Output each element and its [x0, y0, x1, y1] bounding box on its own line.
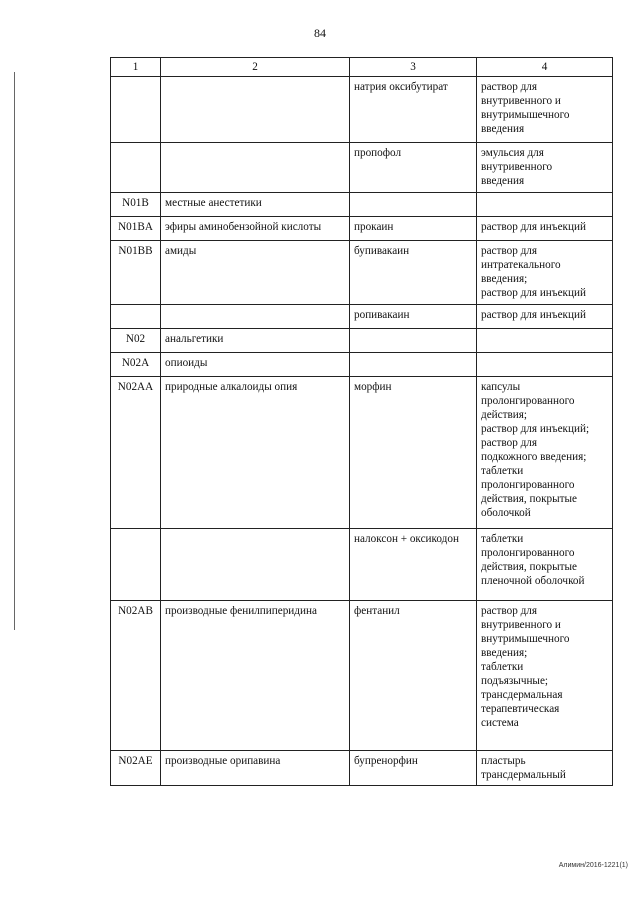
- column-header: 2: [161, 58, 350, 77]
- column-header: 1: [111, 58, 161, 77]
- group-name-cell: производные фенилпиперидина: [161, 601, 350, 751]
- atc-code-cell: [111, 143, 161, 193]
- dosage-form-line: внутривенного: [481, 161, 553, 173]
- dosage-form-line: пролонгированного: [481, 479, 575, 491]
- table-row: [111, 193, 613, 217]
- drug-name-cell: бупивакаин: [350, 241, 477, 305]
- drug-name-cell: [350, 329, 477, 353]
- dosage-form-line: пленочной оболочкой: [481, 575, 585, 587]
- drug-name-cell: фентанил: [350, 601, 477, 751]
- dosage-form-line: капсулы: [481, 381, 521, 393]
- table-row: [111, 217, 613, 241]
- table-row: [111, 601, 613, 751]
- dosage-form-line: раствор для: [481, 245, 538, 257]
- dosage-form-cell: [477, 217, 613, 241]
- drug-name-cell: [350, 193, 477, 217]
- dosage-form-line: раствор для: [481, 605, 538, 617]
- column-header: 4: [477, 58, 613, 77]
- atc-code-cell: [111, 77, 161, 143]
- dosage-form-line: внутривенного и: [481, 619, 561, 631]
- table-row: [111, 241, 613, 305]
- atc-code-cell: N02AA: [111, 377, 161, 529]
- table-header-row: [111, 58, 613, 77]
- table-row: [111, 305, 613, 329]
- atc-code-cell: N01BB: [111, 241, 161, 305]
- table-row: [111, 77, 613, 143]
- dosage-form-line: пролонгированного: [481, 395, 575, 407]
- drug-name-cell: прокаин: [350, 217, 477, 241]
- group-name-cell: анальгетики: [161, 329, 350, 353]
- dosage-form-line: пролонгированного: [481, 547, 575, 559]
- dosage-form-line: раствор для инъекций: [481, 221, 586, 233]
- atc-code-cell: N02: [111, 329, 161, 353]
- group-name-cell: природные алкалоиды опия: [161, 377, 350, 529]
- dosage-form-line: таблетки: [481, 465, 524, 477]
- dosage-form-cell: [477, 143, 613, 193]
- dosage-form-line: трансдермальная: [481, 689, 563, 701]
- atc-code-cell: N02A: [111, 353, 161, 377]
- footer-stamp: Алимин/2016-1221(1): [558, 862, 628, 869]
- dosage-form-line: введения;: [481, 647, 528, 659]
- dosage-form-line: пластырь: [481, 755, 526, 767]
- dosage-form-cell: [477, 77, 613, 143]
- dosage-form-line: трансдермальный: [481, 769, 566, 781]
- table-row: [111, 329, 613, 353]
- dosage-form-line: действия, покрытые: [481, 493, 578, 505]
- drug-name-cell: ропивакаин: [350, 305, 477, 329]
- dosage-form-line: эмульсия для: [481, 147, 544, 159]
- dosage-form-line: внутримышечного: [481, 633, 570, 645]
- group-name-cell: [161, 143, 350, 193]
- dosage-form-line: действия;: [481, 409, 528, 421]
- table-row: [111, 143, 613, 193]
- table-row: [111, 353, 613, 377]
- dosage-form-line: раствор для инъекций: [481, 287, 586, 299]
- drug-name-cell: морфин: [350, 377, 477, 529]
- dosage-form-line: внутримышечного: [481, 109, 570, 121]
- dosage-form-line: действия, покрытые: [481, 561, 578, 573]
- dosage-form-line: таблетки: [481, 661, 524, 673]
- dosage-form-line: внутривенного и: [481, 95, 561, 107]
- group-name-cell: местные анестетики: [161, 193, 350, 217]
- page-number: 84: [314, 26, 326, 40]
- dosage-form-line: раствор для инъекций;: [481, 423, 590, 435]
- group-name-cell: [161, 305, 350, 329]
- dosage-form-cell: [477, 353, 613, 377]
- dosage-form-cell: [477, 193, 613, 217]
- dosage-form-line: подъязычные;: [481, 675, 549, 687]
- group-name-cell: эфиры аминобензойной кислоты: [161, 217, 350, 241]
- dosage-form-line: интратекального: [481, 259, 561, 271]
- atc-code-cell: N02AE: [111, 751, 161, 786]
- dosage-form-line: раствор для: [481, 437, 538, 449]
- atc-code-cell: N02AB: [111, 601, 161, 751]
- group-name-cell: [161, 77, 350, 143]
- dosage-form-line: система: [481, 717, 519, 729]
- drug-name-cell: пропофол: [350, 143, 477, 193]
- group-name-cell: [161, 529, 350, 601]
- dosage-form-cell: [477, 241, 613, 305]
- dosage-form-cell: [477, 305, 613, 329]
- dosage-form-line: таблетки: [481, 533, 524, 545]
- atc-code-cell: N01B: [111, 193, 161, 217]
- dosage-form-line: введения;: [481, 273, 528, 285]
- column-header: 3: [350, 58, 477, 77]
- dosage-form-line: оболочкой: [481, 507, 531, 519]
- drug-name-cell: бупренорфин: [350, 751, 477, 786]
- drug-name-cell: [350, 353, 477, 377]
- dosage-form-line: раствор для: [481, 81, 538, 93]
- dosage-form-cell: [477, 751, 613, 786]
- dosage-form-cell: [477, 329, 613, 353]
- dosage-form-cell: [477, 601, 613, 751]
- table-row: [111, 377, 613, 529]
- dosage-form-line: введения: [481, 175, 525, 187]
- table-row: [111, 751, 613, 786]
- dosage-form-cell: [477, 377, 613, 529]
- dosage-form-line: терапевтическая: [481, 703, 560, 715]
- dosage-form-line: раствор для инъекций: [481, 309, 586, 321]
- drug-name-cell: натрия оксибутират: [350, 77, 477, 143]
- group-name-cell: амиды: [161, 241, 350, 305]
- margin-line: [14, 72, 15, 630]
- dosage-form-line: подкожного введения;: [481, 451, 587, 463]
- table-row: [111, 529, 613, 601]
- group-name-cell: производные орипавина: [161, 751, 350, 786]
- atc-code-cell: [111, 305, 161, 329]
- dosage-form-line: введения: [481, 123, 525, 135]
- atc-code-cell: N01BA: [111, 217, 161, 241]
- group-name-cell: опиоиды: [161, 353, 350, 377]
- atc-code-cell: [111, 529, 161, 601]
- drug-table: [110, 57, 613, 786]
- dosage-form-cell: [477, 529, 613, 601]
- drug-name-cell: налоксон + оксикодон: [350, 529, 477, 601]
